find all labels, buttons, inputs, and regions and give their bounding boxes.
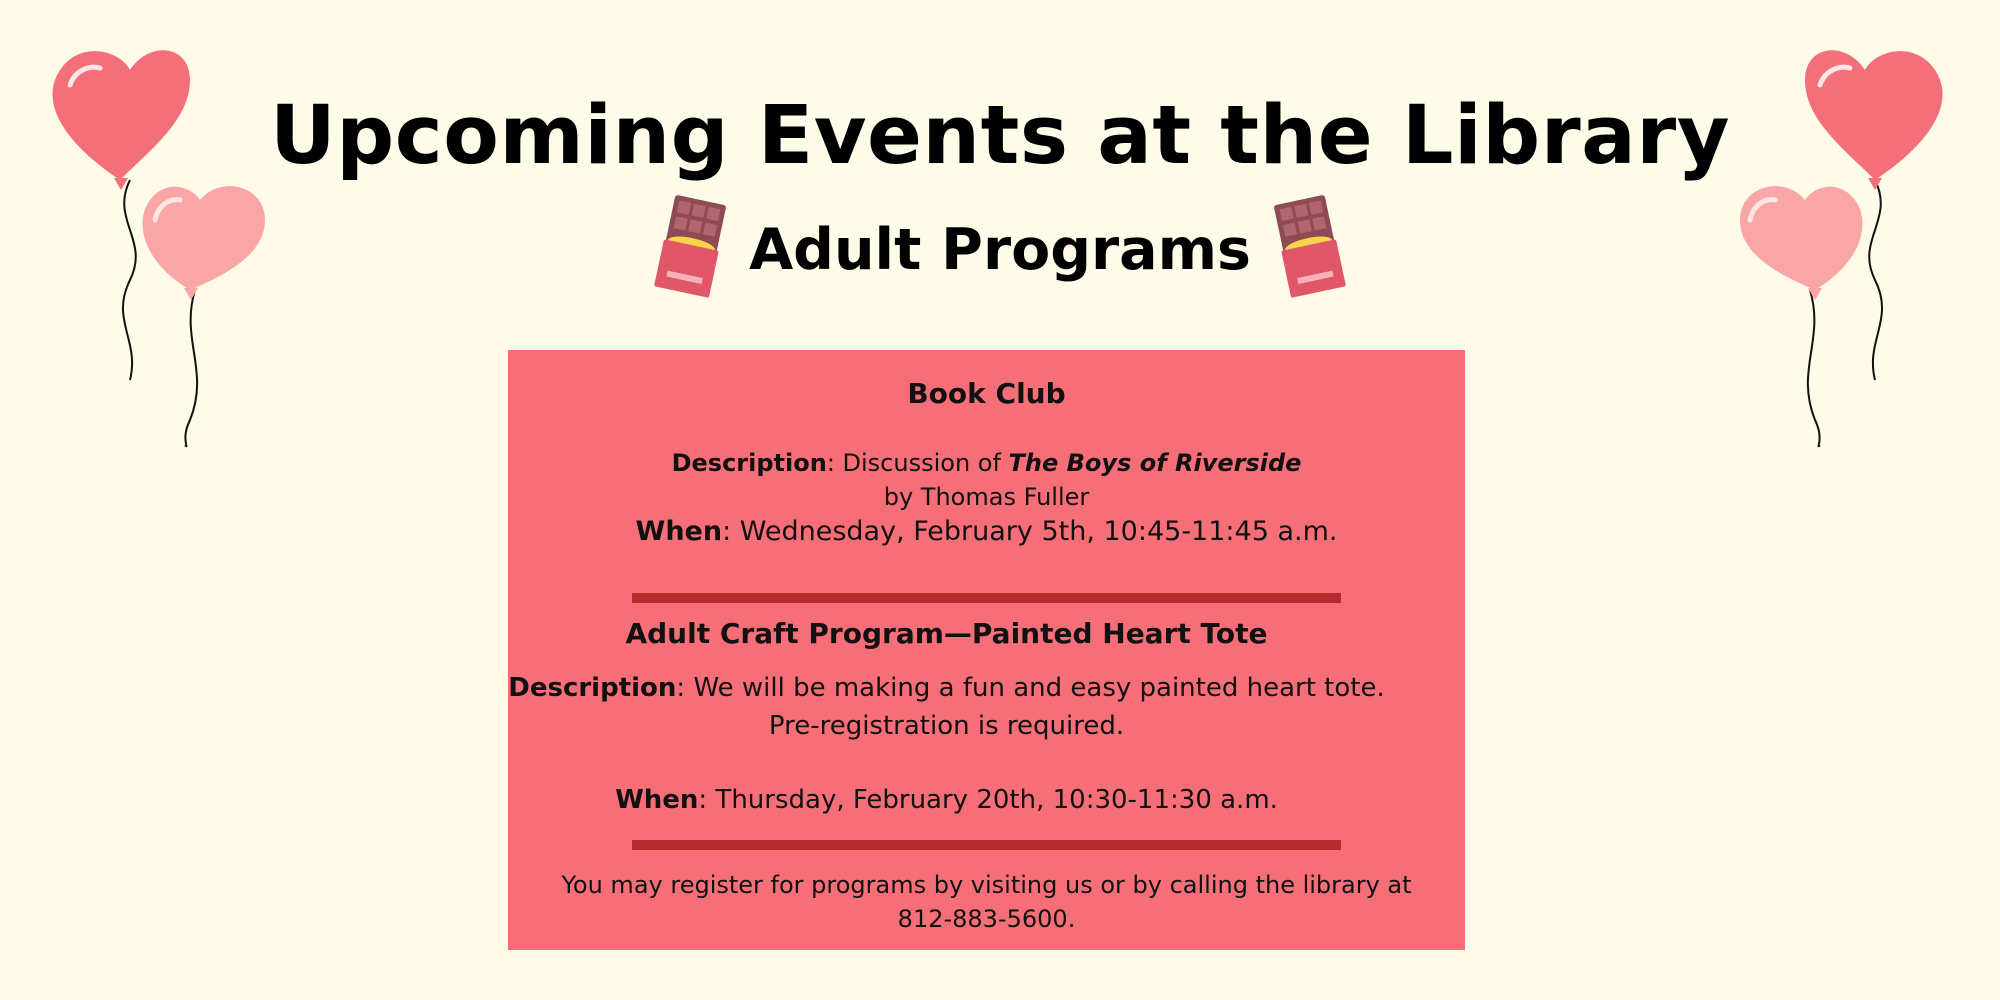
description-text: : We will be making a fun and easy painted heart tote.	[676, 673, 1385, 703]
section-divider	[632, 840, 1341, 850]
description-label: Description	[508, 673, 677, 703]
book-club-title: Book Club	[907, 377, 1066, 410]
when-label: When	[615, 785, 699, 815]
when-label: When	[635, 516, 723, 547]
book-club-when	[508, 514, 1465, 550]
when-value: : Thursday, February 20th, 10:30-11:30 a.m.	[698, 785, 1278, 815]
craft-program-title: Adult Craft Program—Painted Heart Tote	[625, 617, 1268, 650]
section-divider	[632, 593, 1341, 603]
events-card	[508, 350, 1465, 950]
when-value: : Wednesday, February 5th, 10:45-11:45 a.m.	[722, 516, 1338, 547]
description-prefix: : Discussion of	[826, 449, 1009, 477]
craft-description	[468, 670, 1425, 706]
craft-preregistration: Pre-registration is required.	[768, 711, 1125, 741]
section-subtitle: Adult Programs	[749, 217, 1251, 283]
book-title: The Boys of Riverside	[1008, 449, 1302, 477]
chocolate-bar-icon	[1269, 195, 1349, 299]
craft-when	[468, 782, 1425, 818]
page-title: Upcoming Events at the Library	[269, 89, 1731, 183]
registration-phone: 812-883-5600.	[897, 905, 1076, 933]
book-club-author: by Thomas Fuller	[883, 483, 1090, 511]
description-label: Description	[671, 449, 827, 477]
chocolate-bar-icon	[651, 195, 731, 299]
registration-note-line1: You may register for programs by visiting us or by calling the library at	[561, 871, 1412, 899]
book-club-description	[508, 446, 1465, 480]
subtitle-row	[0, 192, 2000, 302]
